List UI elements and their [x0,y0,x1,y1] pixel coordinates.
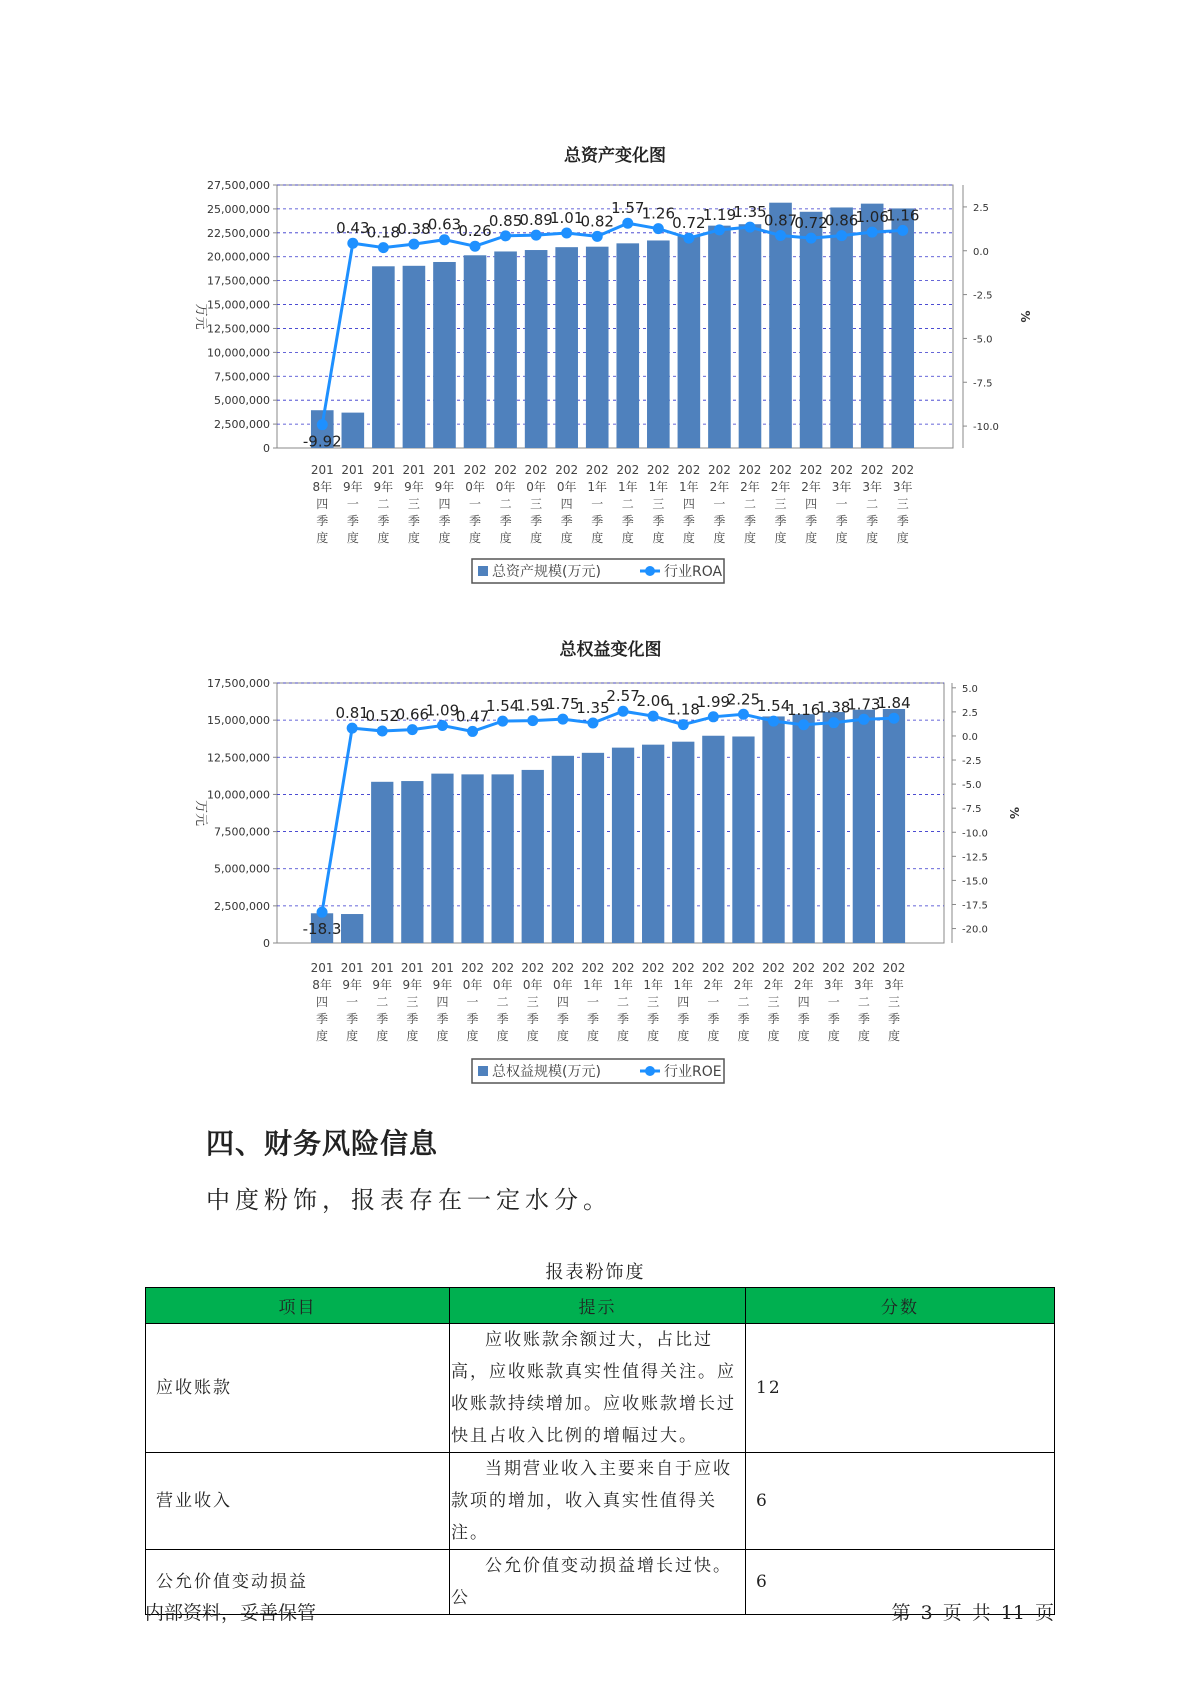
y2-tick-label: -20.0 [962,924,988,936]
line-point [437,720,448,731]
data-label: 1.73 [847,695,881,714]
data-label: 1.35 [576,698,610,717]
y-tick-label: 20,000,000 [207,250,270,264]
x-tick-label: 201 9年二季度 [371,463,395,545]
bar [341,914,363,943]
total-equity-chart [0,633,1191,1093]
y-tick-label: 15,000,000 [207,298,270,312]
data-label: 1.06 [855,208,889,227]
data-label: 1.54 [756,697,791,716]
legend-bar-label: 总资产规模(万元) [492,564,601,580]
chart-title: 总权益变化图 [559,640,662,660]
data-label: 1.84 [877,694,911,713]
section-title: 四、财务风险信息 [206,1127,439,1160]
bar [678,236,701,448]
row-tip: 公允价值变动损益增长过快。公 [450,1550,746,1615]
row-item: 应收账款 [146,1324,450,1453]
data-label: 1.18 [666,700,700,719]
data-label: 0.52 [365,706,399,725]
y-tick-label: 17,500,000 [207,677,270,690]
bar [401,781,423,943]
bar [861,204,884,448]
line-point [467,726,478,737]
line-point [317,907,328,918]
bar [616,243,639,448]
chart-title: 总资产变化图 [564,146,666,166]
bar [708,226,731,448]
bar [525,250,548,448]
x-tick-label: 202 0年四季度 [551,961,575,1043]
bar [702,736,724,943]
y-tick-label: 5,000,000 [214,394,270,408]
table-caption: 报表粉饰度 [545,1262,646,1283]
y-tick-label: 10,000,000 [207,788,270,802]
line-point [439,234,450,245]
legend-bar-label: 总权益规模(万元) [492,1064,601,1080]
legend-line-marker [645,1066,655,1076]
y2-tick-label: 0.0 [973,246,989,258]
line-point [888,713,899,724]
data-label: 0.38 [397,220,431,239]
x-tick-label: 202 1年二季度 [611,961,635,1043]
y-tick-label: 7,500,000 [214,825,270,839]
data-label: 0.26 [458,222,492,241]
data-label: 0.47 [455,707,490,726]
line-point [347,238,358,249]
line-point [867,227,878,238]
x-tick-label: 202 3年三季度 [882,961,906,1043]
y2-tick-label: -10.0 [973,422,999,434]
y2-axis-label: % [1007,806,1021,820]
data-label: 1.09 [425,701,460,720]
line-point [408,239,419,250]
y2-tick-label: 5.0 [962,683,978,695]
data-label: 0.63 [427,215,462,234]
x-tick-label: 202 2年三季度 [762,961,786,1043]
footer-page-number: 第 3 页 共 11 页 [891,1602,1054,1624]
line-point [744,222,755,233]
x-tick-label: 202 2年一季度 [701,961,725,1043]
data-label: 0.82 [580,212,614,231]
x-tick-label: 202 1年四季度 [677,463,701,545]
x-tick-label: 201 9年四季度 [433,463,456,545]
x-tick-label: 202 1年二季度 [616,463,640,545]
header-score: 分数 [746,1288,1055,1324]
y-tick-label: 12,500,000 [207,322,270,336]
bar [891,208,914,448]
line-point [828,717,839,728]
x-tick-label: 202 0年二季度 [494,463,518,545]
y2-tick-label: -12.5 [962,852,988,864]
line-point [798,719,809,730]
data-label: 1.26 [641,204,676,223]
line-point [708,711,719,722]
x-tick-label: 202 2年一季度 [707,463,731,545]
bar [494,251,517,448]
bar [371,782,393,943]
row-item: 营业收入 [146,1453,450,1550]
y2-tick-label: -7.5 [962,804,982,816]
x-tick-label: 202 0年四季度 [555,463,579,545]
line-point [648,711,659,722]
y-tick-label: 5,000,000 [214,862,270,876]
bar [762,716,784,943]
bar [464,255,487,448]
x-tick-label: 201 9年二季度 [370,961,394,1043]
line-point [527,715,538,726]
x-tick-label: 202 0年三季度 [524,463,548,545]
y2-tick-label: -7.5 [973,378,993,390]
x-tick-label: 202 1年一季度 [585,463,609,545]
y-axis-label: 万元 [193,303,208,330]
bar [647,240,670,448]
data-label: 0.87 [763,211,798,230]
bar [823,712,845,943]
bar [672,742,694,943]
bar [552,756,574,943]
data-label: 1.01 [549,209,584,228]
data-label: 0.18 [366,223,401,242]
row-score: 6 [746,1550,1055,1615]
y2-tick-label: -15.0 [962,876,988,888]
y2-tick-label: 2.5 [973,202,989,214]
x-tick-label: 201 9年三季度 [400,961,424,1043]
data-label: 0.85 [488,211,523,230]
line-point [836,230,847,241]
bar [883,709,905,943]
bar [461,774,483,943]
line-point [738,709,749,720]
legend-line-marker [645,566,655,576]
x-tick-label: 201 9年三季度 [402,463,426,545]
x-tick-label: 202 3年三季度 [891,463,915,545]
y-tick-label: 2,500,000 [214,418,270,432]
x-tick-label: 202 3年二季度 [860,463,884,545]
line-point [500,230,511,241]
y-tick-label: 0 [263,442,270,455]
risk-summary: 中度粉饰，报表存在一定水分。 [206,1186,612,1214]
total-assets-chart-svg [0,135,1191,595]
bar [342,413,365,448]
data-label: 2.57 [606,687,640,706]
x-tick-label: 202 1年三季度 [646,463,670,545]
table-row [146,1324,1055,1453]
line-point [775,230,786,241]
data-label: 1.16 [886,206,920,225]
data-label: 2.25 [726,690,761,709]
data-label: 1.54 [485,697,520,716]
total-assets-chart [0,135,1191,595]
line-point [378,242,389,253]
footer-confidential: 内部资料，妥善保管 [145,1602,317,1624]
y2-tick-label: -17.5 [962,900,988,912]
y2-tick-label: -10.0 [962,828,988,840]
x-tick-label: 202 3年二季度 [852,961,876,1043]
line-point [377,725,388,736]
bar [582,753,604,943]
y-tick-label: 22,500,000 [207,226,270,240]
x-tick-label: 202 3年一季度 [830,463,854,545]
line-point [622,218,633,229]
legend-line-label: 行业ROE [664,1064,722,1080]
bar [433,262,456,448]
bar [372,266,395,448]
y2-tick-label: -2.5 [973,290,993,302]
y-tick-label: 12,500,000 [207,751,270,765]
line-point [561,228,572,239]
line-point [683,233,694,244]
x-tick-label: 202 0年一季度 [461,961,485,1043]
x-tick-label: 202 2年四季度 [792,961,816,1043]
line-point [407,724,418,735]
x-tick-label: 202 2年二季度 [738,463,762,545]
x-tick-label: 202 1年一季度 [581,961,605,1043]
data-label: 1.57 [611,199,645,218]
legend-bar-swatch [478,1066,488,1076]
bar [800,212,823,448]
line-point [497,716,508,727]
line-point [897,225,908,236]
y-tick-label: 7,500,000 [214,370,270,384]
bar [793,714,815,943]
x-tick-label: 202 2年四季度 [799,463,823,545]
y2-tick-label: 0.0 [962,731,978,743]
y-tick-label: 2,500,000 [214,899,270,913]
data-label: 0.43 [336,219,370,238]
bar [403,266,426,448]
x-tick-label: 202 2年二季度 [731,961,755,1043]
data-label: 2.06 [636,692,670,711]
line-point [653,223,664,234]
data-label: 0.72 [672,214,706,233]
bar [732,736,754,943]
x-tick-label: 201 9年一季度 [341,463,365,545]
data-label: 1.35 [733,203,767,222]
y-tick-label: 17,500,000 [207,274,270,288]
risk-table [145,1287,1055,1615]
data-label: 1.19 [702,205,737,224]
x-tick-label: 202 0年一季度 [463,463,487,545]
y2-axis-label: % [1018,310,1032,323]
data-label: 1.75 [546,695,580,714]
x-tick-label: 201 8年四季度 [310,463,334,545]
line-point [618,706,629,717]
data-label: 0.66 [395,705,430,724]
x-tick-label: 202 1年四季度 [671,961,695,1043]
line-point [592,231,603,242]
total-equity-chart-svg [0,633,1191,1093]
bar [586,247,609,448]
line-point [557,714,568,725]
bar [431,774,453,943]
line-point [714,224,725,235]
x-tick-label: 201 9年一季度 [340,961,364,1043]
table-header-row [146,1288,1055,1324]
table-row [146,1453,1055,1550]
bar [612,748,634,943]
bar [830,207,853,448]
bar [522,770,544,943]
row-tip: 应收账款余额过大，占比过高，应收账款真实性值得关注。应收账款持续增加。应收账款增长过快且占收入比例的增幅过大。 [450,1324,746,1453]
data-label: 0.86 [824,211,859,230]
data-label: -9.92 [302,432,342,451]
x-tick-label: 202 2年三季度 [769,463,792,545]
y2-tick-label: -2.5 [962,756,982,768]
row-item: 公允价值变动损益 [146,1550,450,1615]
y-axis-label: 万元 [193,799,208,827]
line-point [806,233,817,244]
header-item: 项目 [146,1288,450,1324]
legend-line-label: 行业ROA [664,564,723,580]
data-label: 1.99 [696,692,731,711]
line-point [858,714,869,725]
x-tick-label: 202 0年三季度 [521,961,545,1043]
line-point [317,419,328,430]
data-label: 0.89 [519,211,553,230]
legend-bar-swatch [478,566,488,576]
y2-tick-label: -5.0 [962,780,982,792]
line-point [470,241,481,252]
data-label: -18.3 [302,920,342,939]
x-tick-label: 202 0年二季度 [491,961,515,1043]
y2-tick-label: 2.5 [962,707,978,719]
y2-tick-label: -5.0 [973,334,993,346]
header-tip: 提示 [450,1288,746,1324]
bar [739,224,762,448]
y-tick-label: 15,000,000 [207,714,270,728]
line-point [587,717,598,728]
bar [492,774,514,943]
x-tick-label: 201 8年四季度 [310,961,334,1043]
y-tick-label: 10,000,000 [207,346,270,360]
data-label: 1.16 [786,700,821,719]
row-score: 12 [746,1324,1055,1453]
y-tick-label: 25,000,000 [207,202,270,216]
x-tick-label: 202 3年一季度 [822,961,846,1043]
data-label: 0.72 [794,214,828,233]
row-tip: 当期营业收入主要来自于应收款项的增加，收入真实性值得关注。 [450,1453,746,1550]
x-tick-label: 201 9年四季度 [430,961,454,1043]
x-tick-label: 202 1年三季度 [641,961,665,1043]
bar [853,710,875,943]
line-point [678,719,689,730]
y-tick-label: 0 [263,937,270,950]
data-label: 1.59 [516,696,550,715]
y-tick-label: 27,500,000 [207,179,270,192]
line-point [531,230,542,241]
data-label: 0.81 [335,704,369,723]
line-point [768,716,779,727]
line-point [347,723,358,734]
data-label: 1.38 [817,698,851,717]
bar [642,745,664,943]
row-score: 6 [746,1453,1055,1550]
bar [555,247,578,448]
